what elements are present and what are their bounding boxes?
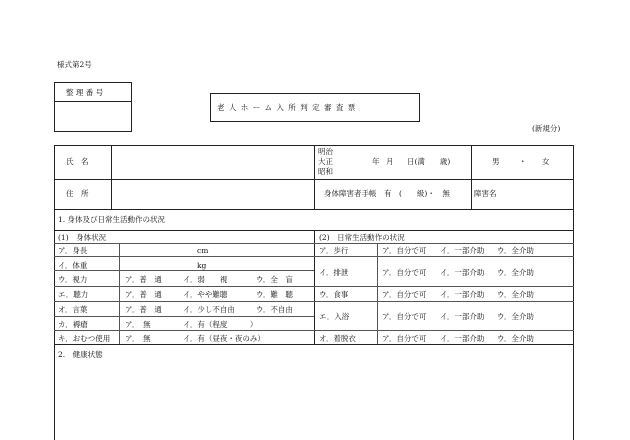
- adl-row-option-b: イ．一部介助: [440, 290, 485, 299]
- divider: [54, 286, 314, 287]
- body-row-label: キ．おむつ使用: [58, 334, 111, 343]
- adl-header: (2) 日常生活動作の状況: [319, 233, 405, 242]
- adl-row-label: オ．着脱衣: [319, 334, 356, 343]
- frame-right: [573, 145, 574, 440]
- body-status-header: (1) 身体状況: [58, 233, 107, 242]
- body-row-label: イ．体重: [58, 261, 88, 270]
- day-age-label: 日(満 歳): [407, 157, 451, 166]
- divider: [54, 316, 314, 317]
- divider: [377, 243, 378, 344]
- body-row-option-a: ア． 無: [125, 320, 151, 329]
- adl-row-option-c: ウ．全介助: [497, 290, 534, 299]
- body-row-label: オ．言葉: [58, 305, 88, 314]
- divider: [54, 243, 574, 244]
- adl-row-label: ウ．食事: [319, 290, 349, 299]
- adl-row-option-c: ウ．全介助: [497, 312, 534, 321]
- body-row-unit: kg: [197, 261, 207, 270]
- adl-row-option-b: イ．一部介助: [440, 334, 485, 343]
- adl-row-label: イ．排泄: [319, 268, 349, 277]
- form-number: 様式第2号: [57, 60, 92, 69]
- adl-row-option-b: イ．一部介助: [440, 312, 485, 321]
- divider: [314, 301, 574, 302]
- adl-row-option-a: ア．自分で可: [382, 268, 427, 277]
- body-row-label: ア．身長: [58, 246, 88, 255]
- divider: [54, 256, 314, 257]
- adl-row-option-c: ウ．全介助: [497, 268, 534, 277]
- adl-row-label: エ．入浴: [319, 312, 350, 321]
- era-meiji: 明治: [318, 147, 333, 156]
- body-row-label: エ．聴力: [58, 290, 89, 299]
- seiri-bango-label: 整 理 番 号: [66, 88, 104, 97]
- body-row-option-a: ア．普 通: [125, 290, 162, 299]
- month-label: 月: [386, 157, 394, 166]
- section2-heading: 2. 健康状態: [58, 350, 103, 359]
- body-row-option-b: イ．弱 視: [183, 275, 228, 284]
- frame-left: [54, 145, 55, 440]
- divider: [314, 256, 574, 257]
- name-label: 氏 名: [66, 157, 89, 166]
- male-label: 男: [492, 157, 500, 166]
- form-title: 老 人 ホ ー ム 入 所 判 定 審 査 票: [217, 103, 357, 112]
- body-row-option-a: ア． 無: [125, 334, 151, 343]
- year-label: 年: [372, 157, 380, 166]
- adl-row-option-a: ア．自分で可: [382, 290, 427, 299]
- divider: [54, 270, 314, 271]
- disability-handbook: 身体障害者手帳 有 ( 級)・ 無: [324, 189, 450, 198]
- body-row-option-c: ウ．不自由: [256, 305, 293, 314]
- body-row-label: ウ．視力: [58, 275, 88, 284]
- body-row-option-c: ウ．全 盲: [256, 275, 293, 284]
- body-row-option-b: イ．少し不自由: [183, 305, 235, 314]
- body-row-label: カ．褥瘡: [58, 320, 88, 329]
- divider: [314, 145, 315, 209]
- female-label: 女: [542, 157, 550, 166]
- body-row-unit: cm: [197, 246, 209, 255]
- divider: [314, 230, 315, 344]
- adl-row-option-a: ア．自分で可: [382, 334, 427, 343]
- disability-name-label: 障害名: [474, 189, 497, 198]
- body-row-option-b: イ．やや難聴: [183, 290, 228, 299]
- body-row-option-a: ア．普 通: [125, 305, 162, 314]
- divider: [54, 344, 574, 345]
- divider: [471, 145, 472, 209]
- adl-row-option-c: ウ．全介助: [497, 246, 534, 255]
- divider: [314, 330, 574, 331]
- divider: [111, 145, 112, 209]
- era-taisho: 大正: [318, 157, 333, 166]
- address-label: 住 所: [66, 189, 89, 198]
- section1-heading: 1. 身体及び日常生活動作の状況: [58, 215, 166, 224]
- divider: [54, 301, 314, 302]
- adl-row-option-c: ウ．全介助: [497, 334, 534, 343]
- divider: [54, 209, 574, 210]
- body-row-option-b: イ．有（程度 ）: [183, 320, 258, 329]
- divider: [119, 243, 120, 344]
- divider: [54, 101, 132, 102]
- adl-row-option-b: イ．一部介助: [440, 246, 485, 255]
- body-row-option-c: ウ．難 聴: [256, 290, 293, 299]
- new-note: (新規分): [532, 124, 561, 133]
- divider: [54, 330, 314, 331]
- adl-row-option-a: ア．自分で可: [382, 246, 427, 255]
- body-row-option-b: イ．有（昼夜・夜のみ）: [183, 334, 265, 343]
- body-row-option-a: ア．普 通: [125, 275, 162, 284]
- adl-row-option-b: イ．一部介助: [440, 268, 485, 277]
- adl-row-option-a: ア．自分で可: [382, 312, 427, 321]
- divider: [314, 286, 574, 287]
- separator-dot: ・: [519, 157, 527, 166]
- adl-row-label: ア．歩行: [319, 246, 349, 255]
- era-showa: 昭和: [318, 167, 333, 176]
